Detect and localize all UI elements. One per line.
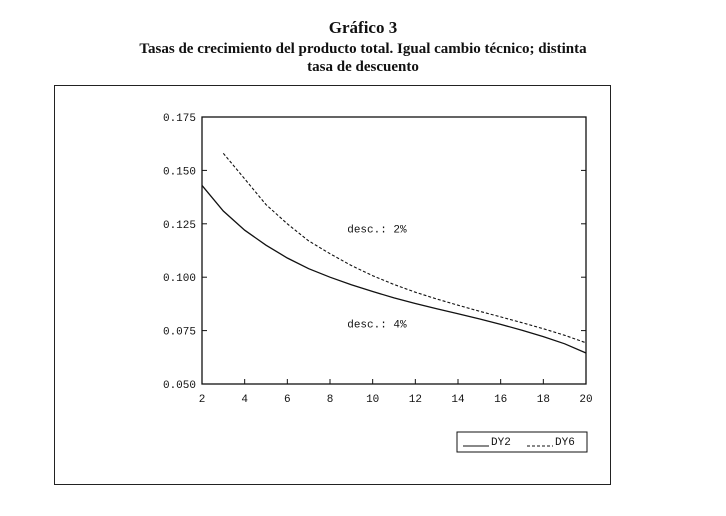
x-tick-label: 16 — [494, 394, 508, 406]
legend-label-dy2: DY2 — [491, 437, 511, 449]
y-tick-label: 0.125 — [162, 219, 196, 232]
y-tick-label: 0.100 — [162, 273, 196, 286]
series-line-dy6 — [223, 153, 586, 342]
x-tick-label: 2 — [198, 394, 206, 406]
x-tick-label: 4 — [241, 394, 248, 406]
x-tick-label: 20 — [579, 394, 593, 406]
plot-area — [202, 117, 586, 384]
x-tick-label: 18 — [536, 394, 550, 406]
chart-subtitle-line-2: tasa de descuento — [307, 59, 419, 75]
x-tick-label: 6 — [284, 394, 291, 406]
x-tick-label: 14 — [451, 394, 465, 406]
chart-frame — [54, 85, 611, 485]
x-tick-label: 12 — [408, 394, 422, 406]
legend-label-dy6: DY6 — [555, 437, 575, 449]
y-tick-label: 0.050 — [162, 380, 196, 392]
y-tick-label: 0.075 — [162, 326, 196, 339]
y-tick-label: 0.150 — [162, 166, 196, 179]
chart-subtitle — [0, 40, 726, 76]
line-chart — [55, 86, 609, 483]
x-tick-label: 10 — [366, 394, 380, 406]
annotation-label: desc.: 4% — [347, 319, 407, 332]
chart-subtitle-line-1: Tasas de crecimiento del producto total. Igual cambio técnico; distinta — [139, 41, 587, 57]
x-tick-label: 8 — [326, 394, 334, 406]
annotation-label: desc.: 2% — [347, 224, 407, 237]
chart-title: Gráfico 3 — [328, 18, 398, 37]
y-tick-label: 0.175 — [162, 113, 196, 125]
